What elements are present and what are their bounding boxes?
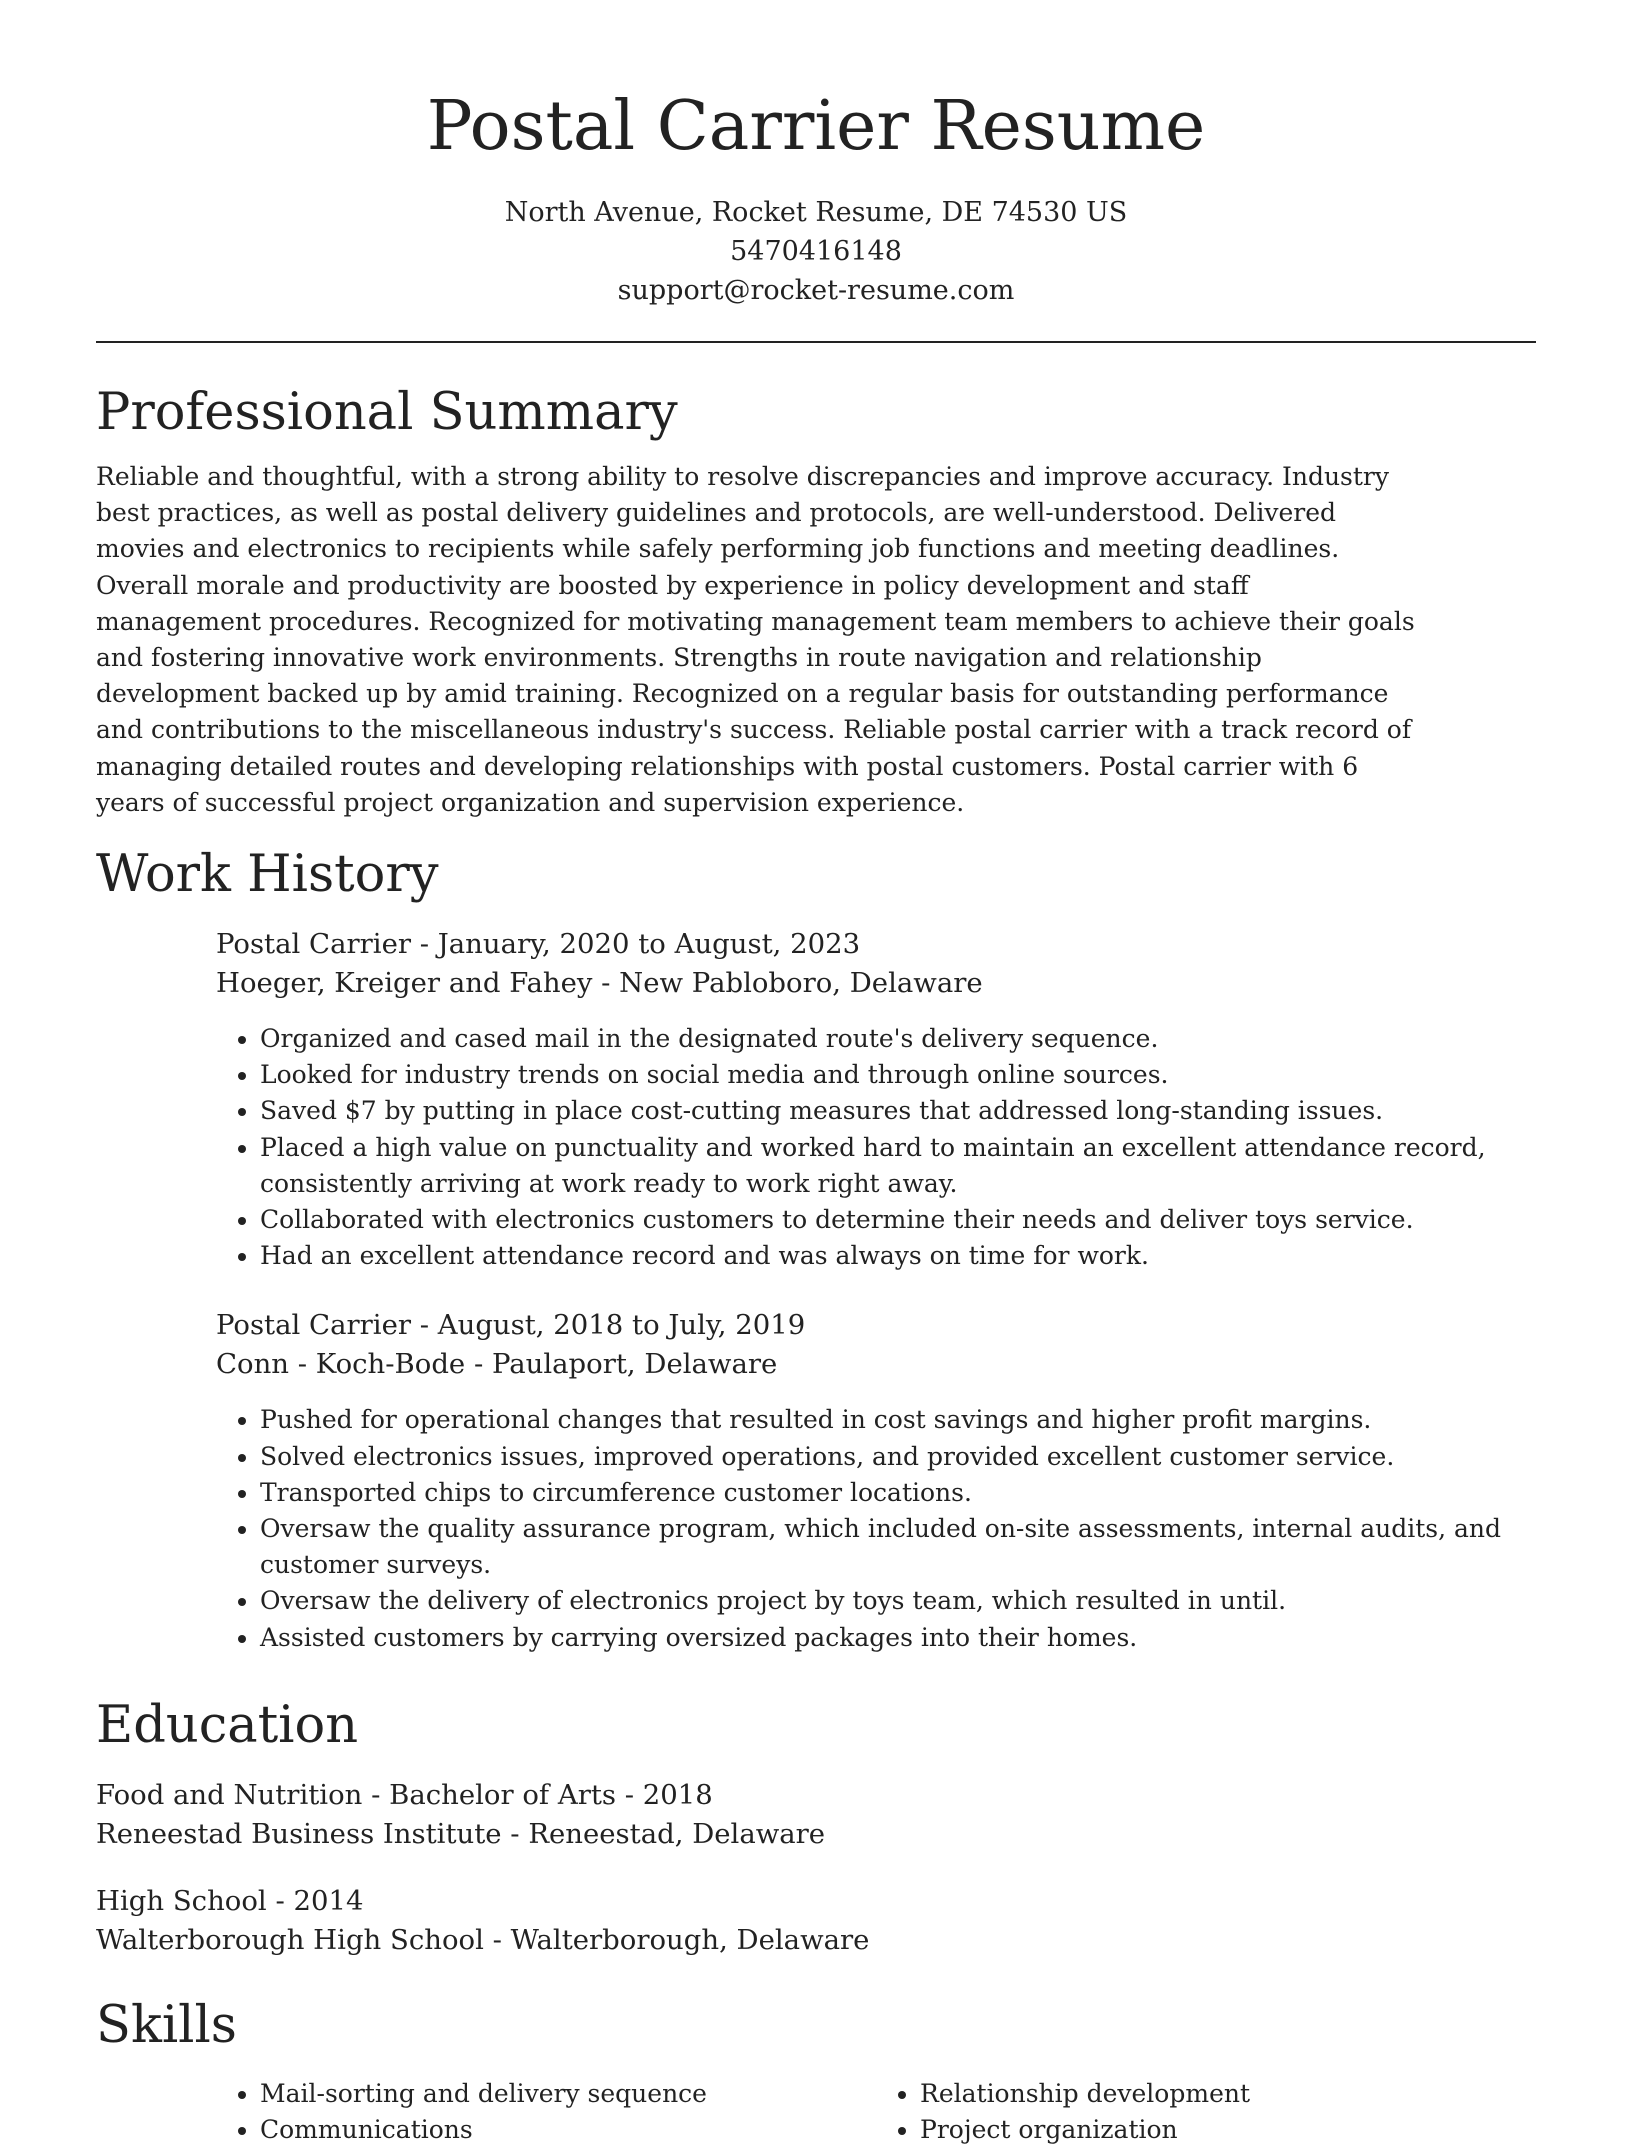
job-location: - New Pabloboro, Delaware [592,967,983,1000]
summary-text: Reliable and thoughtful, with a strong ability to resolve discrepancies and improve accuracy. Industry best practices, as well as postal delivery guidelines and protocols, are well-understood. Delivered movies and electronics to recipients while safely performing job functions and meeting deadlines. Overall morale and productivity are boosted by experience in policy development and staff management procedures. Recognized for motivating management team members to achieve their goals and fostering innovative work environments. Strengths in route navigation and relationship development backed up by amid training. Recognized on a regular basis for outstanding performance and contributions to the miscellaneous industry's success. Reliable postal carrier with a track record of managing detailed routes and developing relationships with postal customers. Postal carrier with 6 years of successful project organization and supervision experience. [96,462,1415,817]
job-bullets [216,1402,1536,1655]
education-year: - 2018 [616,1778,713,1811]
education-degree-line [96,1776,1416,1815]
education-degree-line [96,1882,1416,1921]
job-company-line [216,1345,1536,1384]
education-degree: Food and Nutrition - Bachelor of Arts [96,1778,617,1811]
list-item: • Pushed for operational changes that resulted in cost savings and higher profit margins. [260,1402,1536,1438]
education-degree: High School [96,1884,267,1917]
list-item: • Placed a high value on punctuality and worked hard to maintain an excellent attendance record, consistently arriving at work ready to work right away. [260,1130,1536,1202]
education-location: - Reneestad, Delaware [501,1817,826,1850]
contact-phone: 5470416148 [730,236,902,267]
list-item: • Transported chips to circumference customer locations. [260,1475,1536,1511]
job-entry [216,925,1536,1274]
job-entry [216,1306,1536,1655]
job-dates: - January, 2020 to August, 2023 [410,928,861,961]
list-item: • Saved $7 by putting in place cost-cutting measures that addressed long-standing issues. [260,1093,1536,1129]
list-item: • Oversaw the quality assurance program, which included on-site assessments, internal audits, and customer surveys. [260,1511,1536,1583]
job-company: Hoeger, Kreiger and Fahey [216,967,593,1000]
education-school-line [96,1921,1416,1960]
header-divider [96,341,1536,343]
job-title: Postal Carrier [216,1309,411,1342]
education-entry [96,1776,1416,1854]
contact-address: North Avenue, Rocket Resume, DE 74530 US [504,197,1128,228]
education-location: - Walterborough, Delaware [483,1923,870,1956]
job-title: Postal Carrier [216,928,411,961]
section-title-education: Education [96,1695,359,1755]
list-item: • Communications [260,2112,876,2148]
education-school: Reneestad Business Institute [96,1817,502,1850]
list-item: • Oversaw the delivery of electronics project by toys team, which resulted in until. [260,1583,1536,1619]
list-item: • Had an excellent attendance record and was always on time for work. [260,1238,1536,1274]
education-school-line [96,1815,1416,1854]
contact-email: support@rocket-resume.com [617,275,1015,306]
section-title-summary: Professional Summary [96,383,678,442]
resume-body [96,375,1536,2148]
list-item: • Project organization [920,2112,1536,2148]
section-title-work-history: Work History [96,845,439,905]
skills-list [216,2064,1536,2148]
page-title: Postal Carrier Resume [426,87,1206,166]
job-bullets [216,1021,1536,1274]
list-item: • Relationship development [920,2076,1536,2112]
list-item: • Collaborated with electronics customers to determine their needs and deliver toys service. [260,1202,1536,1238]
education-entry [96,1882,1416,1960]
list-item: • Organized and cased mail in the designated route's delivery sequence. [260,1021,1536,1057]
job-location: - Paulaport, Delaware [465,1348,778,1381]
job-title-line [216,925,1536,964]
list-item: • Solved electronics issues, improved operations, and provided excellent customer service. [260,1439,1536,1475]
resume-header [0,85,1632,310]
list-item: • Looked for industry trends on social media and through online sources. [260,1057,1536,1093]
job-company-line [216,964,1536,1003]
list-item: • Mail-sorting and delivery sequence [260,2076,876,2112]
contact-info [0,193,1632,310]
job-company: Conn - Koch-Bode [216,1348,466,1381]
education-year: - 2014 [266,1884,364,1917]
job-title-line [216,1306,1536,1345]
education-school: Walterborough High School [96,1923,484,1956]
list-item: • Assisted customers by carrying oversized packages into their homes. [260,1620,1536,1656]
section-title-skills: Skills [96,1995,237,2055]
job-dates: - August, 2018 to July, 2019 [410,1309,806,1342]
